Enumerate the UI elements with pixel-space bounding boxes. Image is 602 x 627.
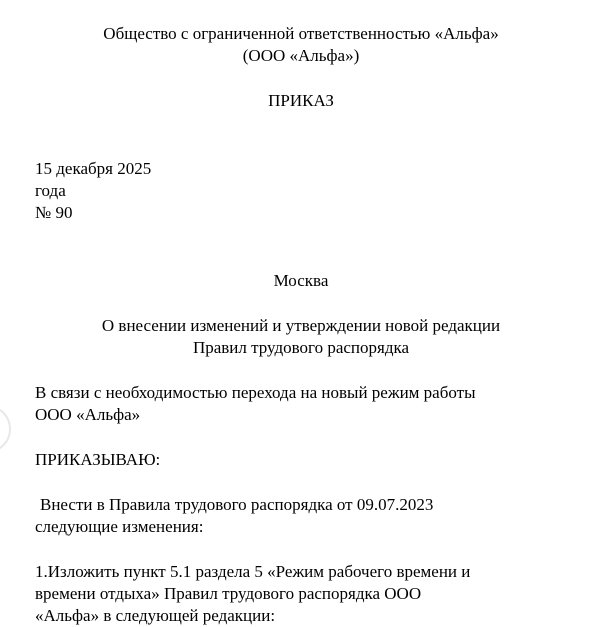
company-name-line-1: Общество с ограниченной ответственностью «Альфа»	[103, 24, 499, 43]
item-1-line-2: времени отдыха» Правил трудового распорядка ООО	[35, 584, 422, 603]
preamble-line-1: В связи с необходимостью перехода на новый режим работы	[35, 383, 476, 402]
subject-line-2: Правил трудового распорядка	[192, 338, 410, 357]
item-1-line-3: «Альфа» в следующей редакции:	[35, 606, 276, 625]
order-number: № 90	[35, 203, 73, 222]
preamble-block	[35, 382, 567, 426]
order-heading-label: ПРИКАЗ	[268, 91, 334, 110]
company-name-block	[35, 23, 567, 67]
item-1-line-1: 1.Изложить пункт 5.1 раздела 5 «Режим рабочего времени и	[35, 562, 471, 581]
item-1-block	[35, 561, 567, 627]
intro-line-2: следующие изменения:	[35, 517, 204, 536]
city-label: Москва	[273, 271, 329, 290]
company-name-line-2: (ООО «Альфа»)	[242, 46, 360, 65]
resolution-block	[35, 449, 567, 471]
city-block	[35, 270, 567, 292]
intro-line-1: Внести в Правила трудового распорядка от 09.07.2023	[40, 495, 434, 514]
order-date-line-2: года	[35, 181, 66, 200]
order-date-line-1: 15 декабря 2025	[35, 159, 152, 178]
subject-line-1: О внесении изменений и утверждении новой редакции	[101, 316, 501, 335]
intro-block	[35, 494, 567, 538]
preamble-line-2: ООО «Альфа»	[35, 405, 141, 424]
resolution-label: ПРИКАЗЫВАЮ:	[35, 450, 161, 469]
order-heading	[35, 90, 567, 112]
date-number-block	[35, 158, 567, 224]
subject-block	[35, 315, 567, 359]
